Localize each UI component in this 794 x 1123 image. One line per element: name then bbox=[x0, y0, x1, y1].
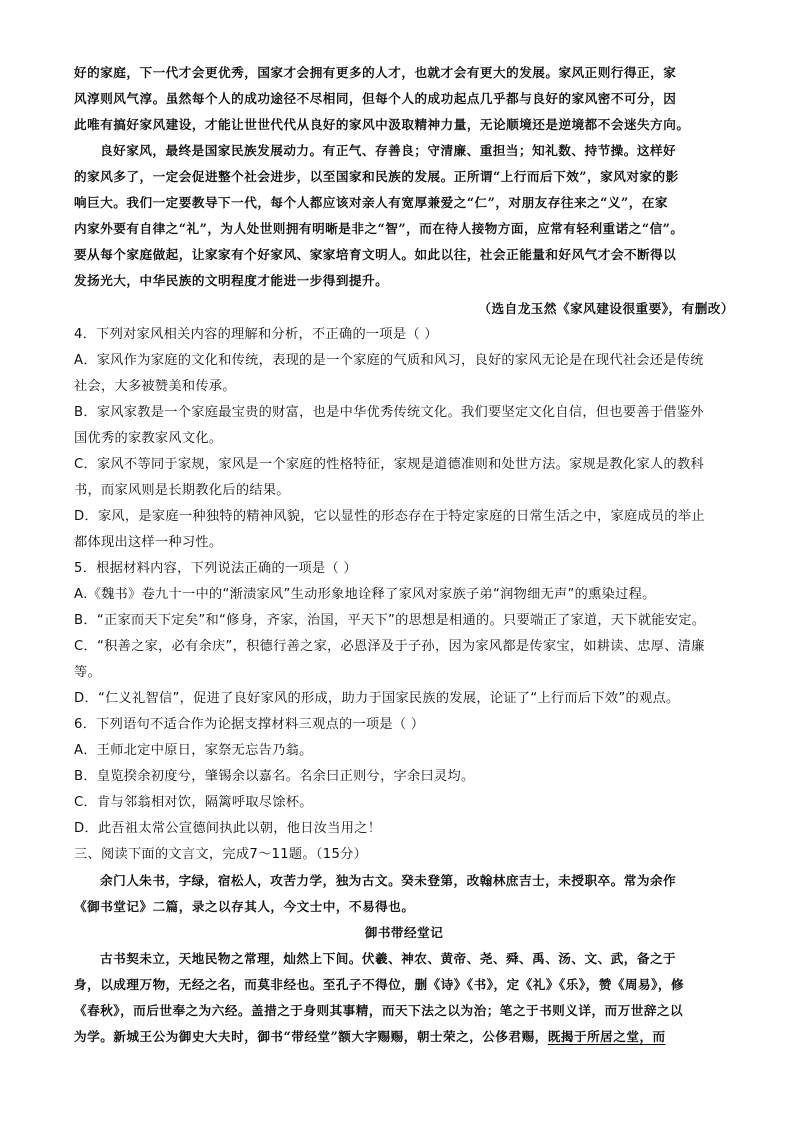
passage-line-7: 内家外要有自律之“礼”，为人处世则拥有明晰是非之“智”，而在待人接物方面，应常有轻利重诺之“信”。 bbox=[74, 221, 684, 236]
q5-option-c-1: C．“积善之家，必有余庆”，积德行善之家，必恩泽及于子孙，因为家风都是传家宝，如耕读、忠厚、清廉 bbox=[74, 639, 705, 654]
passage-line-2: 风淳则风气淳。虽然每个人的成功途径不尽相同，但每个人的成功起点几乎都与良好的家风密不可分，因 bbox=[74, 91, 677, 106]
q4-option-a-2: 社会，大多被赞美和传承。 bbox=[74, 379, 236, 394]
section-3-intro-2: 《御书堂记》二篇，录之以存其人，今文士中，不易得也。 bbox=[74, 899, 415, 914]
classical-text-line-1: 古书契未立，天地民物之常理，灿然上下间。伏羲、神农、黄帝、尧、舜、禹、汤、文、武，备之于 bbox=[100, 951, 677, 966]
q4-option-c-2: 书，而家风则是长期教化后的结果。 bbox=[74, 483, 290, 498]
passage-line-3: 此唯有搞好家风建设，才能让世世代代从良好的家风中汲取精神力量，无论顺境还是逆境都不会迷失方向。 bbox=[74, 117, 690, 132]
q5-option-a: A.《魏书》卷九十一中的“渐渍家风”生动形象地诠释了家风对家族子弟“润物细无声”的熏染过程。 bbox=[74, 587, 656, 602]
q6-option-c: C．肯与邻翁相对饮，隔篱呼取尽馀杯。 bbox=[74, 795, 313, 810]
passage-line-5: 的家风多了，一定会促进整个社会进步，以至国家和民族的发展。正所谓“上行而后下效”，家风对家的影 bbox=[74, 169, 679, 184]
classical-text-line-4 bbox=[74, 1024, 734, 1049]
q5-option-b: B．“正家而天下定矣”和“修身，齐家，治国，平天下”的思想是相通的。只要端正了家道，天下就能安定。 bbox=[74, 613, 706, 628]
passage-line-9: 发扬光大，中华民族的文明程度才能进一步得到提升。 bbox=[74, 273, 389, 288]
q4-option-a-1: A．家风作为家庭的文化和传统，表现的是一个家庭的气质和风习，良好的家风无论是在现代社会还是传统 bbox=[74, 353, 704, 368]
passage-line-6: 响巨大。我们一定要教导下一代，每个人都应该对亲人有宽厚兼爱之“仁”，对朋友存往来之“义”，在家 bbox=[74, 195, 669, 210]
classical-text-title: 御书带经堂记 bbox=[364, 925, 444, 940]
underlined-sentence: 既揭于所居之堂，而 bbox=[547, 1029, 666, 1044]
q6-option-b: B．皇览揆余初度兮，肇锡余以嘉名。名余曰正则兮，字余曰灵均。 bbox=[74, 769, 475, 784]
q5-stem: 5．根据材料内容，下列说法正确的一项是（ ） bbox=[74, 561, 357, 576]
q5-option-c-2: 等。 bbox=[74, 665, 101, 680]
q6-stem: 6．下列语句不适合作为论据支撑材料三观点的一项是（ ） bbox=[74, 717, 425, 732]
q6-option-d: D．此吾祖太常公宣德间执此以朝，他日汝当用之！ bbox=[74, 821, 382, 836]
classical-text-line-2: 身，以成理万物，无经之名，而莫非经也。至孔子不得位，删《诗》《书》，定《礼》《乐》，赞《周易》，修 bbox=[74, 977, 685, 992]
classical-text-line-3: 《春秋》，而后世奉之为六经。盖措之于身则其事精，而天下法之以为治；笔之于书则义详，而万世辞之以 bbox=[74, 1003, 684, 1018]
q4-option-d-1: D．家风，是家庭一种独特的精神风貌，它以显性的形态存在于特定家庭的日常生活之中，家庭成员的举止 bbox=[74, 509, 705, 524]
q4-option-d-2: 都体现出这样一种习性。 bbox=[74, 535, 223, 550]
q4-option-c-1: C．家风不等同于家规，家风是一个家庭的性格特征，家规是道德准则和处世方法。家规是教化家人的教科 bbox=[74, 457, 704, 472]
q4-option-b-1: B．家风家教是一个家庭最宝贵的财富，也是中华优秀传统文化。我们要坚定文化自信，但也要善于借鉴外 bbox=[74, 405, 704, 420]
section-3-intro-1: 余门人朱书，字绿，宿松人，攻苦力学，独为古文。癸未登第，改翰林庶吉士，未授职卒。常为余作 bbox=[100, 873, 677, 888]
q5-option-d: D．“仁义礼智信”，促进了良好家风的形成，助力于国家民族的发展，论证了“上行而后下效”的观点。 bbox=[74, 691, 680, 706]
passage-source: （选自龙玉然《家风建设很重要》，有删改） bbox=[478, 301, 734, 316]
passage-line-1: 好的家庭，下一代才会更优秀，国家才会拥有更多的人才，也就才会有更大的发展。家风正则行得正，家 bbox=[74, 65, 677, 80]
classical-text-line-4-plain: 为学。新城王公为御史大夫时，御书“带经堂”额大字赐赐，朝士荣之，公侈君赐， bbox=[74, 1029, 548, 1044]
section-3-heading: 三、阅读下面的文言文，完成7～11题。（15分） bbox=[74, 847, 368, 862]
passage-line-8: 要从每个家庭做起，让家家有个好家风、家家培育文明人。如此以往，社会正能量和好风气才会不断得以 bbox=[74, 247, 677, 262]
passage-line-4: 良好家风，最终是国家民族发展动力。有正气、存善良；守清廉、重担当；知礼数、持节操。这样好 bbox=[100, 143, 677, 158]
q4-option-b-2: 国优秀的家教家风文化。 bbox=[74, 431, 223, 446]
q4-stem: 4．下列对家风相关内容的理解和分析，不正确的一项是（ ） bbox=[74, 327, 438, 342]
q6-option-a: A．王师北定中原日，家祭无忘告乃翁。 bbox=[74, 743, 313, 758]
